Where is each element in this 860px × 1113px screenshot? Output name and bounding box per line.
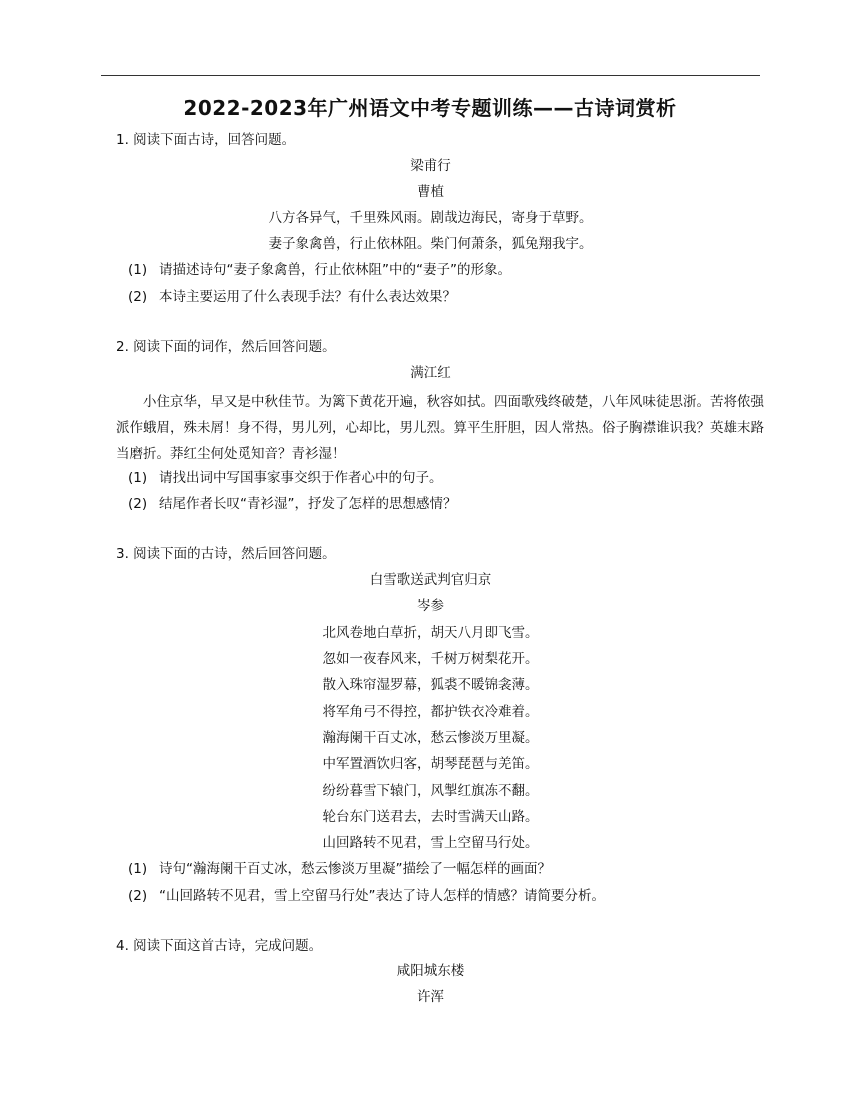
sub-text: 请找出词中写国事家事交织于作者心中的句子。	[159, 470, 443, 486]
question-3-poem-line: 山回路转不见君，雪上空留马行处。	[322, 835, 539, 851]
sub-text: “山回路转不见君，雪上空留马行处”表达了诗人怎样的情感？请简要分析。	[159, 888, 605, 904]
sub-number: (1)	[128, 262, 148, 278]
question-2-poem-title: 满江红	[410, 365, 451, 381]
question-2-sub-1	[128, 469, 443, 487]
question-1-head: 1. 阅读下面古诗，回答问题。	[116, 132, 296, 148]
sub-number: (1)	[128, 861, 148, 877]
question-4-author: 许浑	[417, 989, 444, 1005]
sub-number: (2)	[128, 496, 148, 512]
question-2-paragraph: 小住京华，早又是中秋佳节。为篱下黄花开遍，秋容如拭。四面歌残终破楚，八年风味徒思浙。苦将侬强派作蛾眉，殊未屑！身不得，男儿列，心却比，男儿烈。算平生肝胆，因人常热。俗子胸襟谁识我？英雄末路当磨折。莽红尘何处觅知音？青衫湿！	[116, 394, 764, 462]
question-4-head: 4. 阅读下面这首古诗，完成问题。	[116, 938, 323, 954]
question-2-sub-2	[128, 495, 457, 513]
sub-number: (2)	[128, 888, 148, 904]
question-3-poem-line: 散入珠帘湿罗幕，狐裘不暖锦衾薄。	[322, 677, 539, 693]
sub-text: 本诗主要运用了什么表现手法？有什么表达效果？	[159, 289, 456, 305]
sub-number: (1)	[128, 470, 148, 486]
sub-number: (2)	[128, 289, 148, 305]
question-3-poem-line: 北风卷地白草折，胡天八月即飞雪。	[322, 625, 539, 641]
question-1-author: 曹植	[417, 184, 444, 200]
sub-text: 诗句“瀚海阑干百丈冰，愁云惨淡万里凝”描绘了一幅怎样的画面？	[159, 861, 551, 877]
sub-text: 结尾作者长叹“青衫湿”，抒发了怎样的思想感情？	[159, 496, 457, 512]
page-title: 2022-2023年广州语文中考专题训练——古诗词赏析	[183, 96, 677, 120]
question-4-poem-title: 咸阳城东楼	[396, 963, 465, 979]
question-1-poem-line: 妻子象禽兽，行止依林阻。柴门何萧条，狐兔翔我宇。	[268, 236, 593, 252]
question-1-sub-1	[128, 261, 511, 279]
question-3-sub-2	[128, 887, 605, 905]
sub-text: 请描述诗句“妻子象禽兽，行止依林阻”中的“妻子”的形象。	[159, 262, 511, 278]
question-1-poem-title: 梁甫行	[410, 158, 451, 174]
question-3-poem-line: 忽如一夜春风来，千树万树梨花开。	[322, 651, 539, 667]
question-3-poem-line: 纷纷暮雪下辕门，风掣红旗冻不翻。	[322, 783, 539, 799]
question-1-sub-2	[128, 288, 456, 306]
question-3-poem-line: 轮台东门送君去，去时雪满天山路。	[322, 809, 539, 825]
question-3-sub-1	[128, 860, 551, 878]
question-2-head: 2. 阅读下面的词作，然后回答问题。	[116, 339, 336, 355]
question-1-poem-line: 八方各异气，千里殊风雨。剧哉边海民，寄身于草野。	[268, 210, 593, 226]
header-rule	[101, 75, 760, 76]
question-3-head: 3. 阅读下面的古诗，然后回答问题。	[116, 546, 336, 562]
question-3-poem-line: 将军角弓不得控，都护铁衣冷难着。	[322, 704, 539, 720]
question-3-poem-title: 白雪歌送武判官归京	[369, 572, 492, 588]
question-3-author: 岑参	[417, 598, 444, 614]
question-3-poem-line: 中军置酒饮归客，胡琴琵琶与羌笛。	[322, 756, 539, 772]
question-3-poem-line: 瀚海阑干百丈冰，愁云惨淡万里凝。	[322, 730, 539, 746]
